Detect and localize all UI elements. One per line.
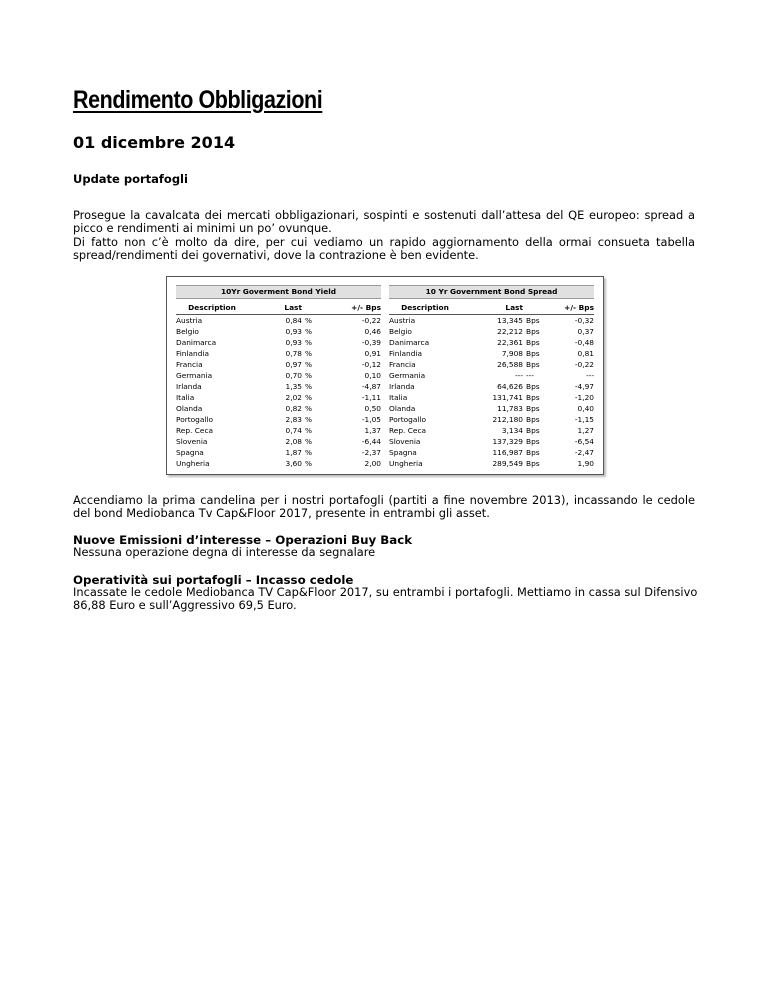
yield-table-body <box>176 315 381 469</box>
change-cell: -0,48 <box>574 338 594 347</box>
change-cell: -1,11 <box>361 393 381 402</box>
country-cell: Germania <box>176 371 213 380</box>
col-last: Last <box>284 303 302 312</box>
unit-cell: --- <box>526 371 535 380</box>
last-cell: --- <box>514 371 523 380</box>
last-cell: 0,82 <box>285 404 302 413</box>
table-row <box>176 370 381 381</box>
unit-cell: Bps <box>526 349 540 358</box>
change-cell: 0,37 <box>577 327 594 336</box>
table-row <box>176 359 381 370</box>
unit-cell: % <box>305 338 313 347</box>
last-cell: 3,134 <box>501 426 523 435</box>
unit-cell: Bps <box>526 437 540 446</box>
table-row <box>389 414 594 425</box>
country-cell: Portogallo <box>389 415 427 424</box>
unit-cell: % <box>305 349 313 358</box>
table-row <box>176 447 381 458</box>
last-cell: 11,783 <box>497 404 523 413</box>
change-cell: -0,22 <box>361 316 381 325</box>
spread-table-title: 10 Yr Government Bond Spread <box>389 285 594 299</box>
country-cell: Ungheria <box>176 459 210 468</box>
article-date: 01 dicembre 2014 <box>73 133 236 152</box>
change-cell: 0,81 <box>577 349 594 358</box>
table-row <box>176 392 381 403</box>
country-cell: Finlandia <box>176 349 209 358</box>
country-cell: Rep. Ceca <box>389 426 427 435</box>
change-cell: 0,91 <box>364 349 381 358</box>
table-row <box>176 403 381 414</box>
country-cell: Austria <box>389 316 416 325</box>
table-row <box>389 392 594 403</box>
table-row <box>176 326 381 337</box>
last-cell: 2,02 <box>285 393 302 402</box>
country-cell: Danimarca <box>389 338 430 347</box>
change-cell: -6,54 <box>574 437 594 446</box>
change-cell: --- <box>585 371 594 380</box>
table-row <box>389 359 594 370</box>
unit-cell: Bps <box>526 360 540 369</box>
unit-cell: % <box>305 426 313 435</box>
spread-table-body <box>389 315 594 469</box>
unit-cell: Bps <box>526 404 540 413</box>
unit-cell: % <box>305 316 313 325</box>
change-cell: -4,87 <box>361 382 381 391</box>
col-last: Last <box>505 303 523 312</box>
table-row <box>389 348 594 359</box>
change-cell: -1,15 <box>574 415 594 424</box>
table-row <box>389 403 594 414</box>
unit-cell: % <box>305 437 313 446</box>
table-row <box>389 381 594 392</box>
table-row <box>389 425 594 436</box>
col-change: +/- Bps <box>564 303 594 312</box>
last-cell: 26,588 <box>497 360 523 369</box>
table-row <box>389 458 594 469</box>
change-cell: -4,97 <box>574 382 594 391</box>
country-cell: Slovenia <box>389 437 421 446</box>
change-cell: 0,10 <box>364 371 381 380</box>
change-cell: -1,20 <box>574 393 594 402</box>
last-cell: 0,93 <box>285 327 302 336</box>
paragraph-cedole: Accendiamo la prima candelina per i nostri portafogli (partiti a fine novembre 2013), incassando le cedole del bond Mediobanca Tv Cap&Floor 2017, presente in entrambi gli asset. <box>73 493 695 521</box>
table-row <box>176 425 381 436</box>
country-cell: Germania <box>389 371 426 380</box>
country-cell: Spagna <box>389 448 417 457</box>
country-cell: Slovenia <box>176 437 208 446</box>
country-cell: Finlandia <box>389 349 422 358</box>
unit-cell: % <box>305 459 313 468</box>
unit-cell: % <box>305 327 313 336</box>
change-cell: -0,32 <box>574 316 594 325</box>
last-cell: 137,329 <box>492 437 523 446</box>
bond-tables-figure <box>166 276 604 475</box>
col-description: Description <box>188 303 236 312</box>
country-cell: Irlanda <box>176 382 202 391</box>
unit-cell: % <box>305 404 313 413</box>
change-cell: -6,44 <box>361 437 381 446</box>
col-unit <box>302 302 325 314</box>
change-cell: -1,05 <box>361 415 381 424</box>
change-cell: 0,40 <box>577 404 594 413</box>
unit-cell: Bps <box>526 338 540 347</box>
change-cell: -2,37 <box>361 448 381 457</box>
intro-paragraph <box>73 209 695 263</box>
unit-cell: Bps <box>526 327 540 336</box>
unit-cell: Bps <box>526 459 540 468</box>
last-cell: 0,70 <box>285 371 302 380</box>
last-cell: 1,87 <box>285 448 302 457</box>
country-cell: Spagna <box>176 448 204 457</box>
intro-line-2: Di fatto non c’è molto da dire, per cui vediamo un rapido aggiornamento della ormai consueta tabella spread/rendimenti dei governativi, dove la contrazione è ben evidente. <box>73 234 695 263</box>
last-cell: 3,60 <box>285 459 302 468</box>
table-row <box>389 370 594 381</box>
country-cell: Portogallo <box>176 415 214 424</box>
change-cell: 0,46 <box>364 327 381 336</box>
country-cell: Belgio <box>389 327 412 336</box>
table-row <box>389 447 594 458</box>
unit-cell: Bps <box>526 316 540 325</box>
country-cell: Rep. Ceca <box>176 426 214 435</box>
country-cell: Belgio <box>176 327 199 336</box>
unit-cell: % <box>305 415 313 424</box>
intro-line-1: Prosegue la cavalcata dei mercati obbligazionari, sospinti e sostenuti dall’attesa del QE europeo: spread a picco e rendimenti ai minimi un po’ ovunque. <box>73 208 695 236</box>
country-cell: Francia <box>176 360 203 369</box>
section-heading-emissioni: Nuove Emissioni d’interesse – Operazioni Buy Back <box>73 533 413 547</box>
yield-table <box>176 285 381 469</box>
unit-cell: % <box>305 371 313 380</box>
unit-cell: Bps <box>526 393 540 402</box>
change-cell: 0,50 <box>364 404 381 413</box>
last-cell: 131,741 <box>492 393 523 402</box>
last-cell: 13,345 <box>497 316 523 325</box>
last-cell: 0,93 <box>285 338 302 347</box>
unit-cell: Bps <box>526 382 540 391</box>
last-cell: 64,626 <box>497 382 523 391</box>
country-cell: Olanda <box>176 404 203 413</box>
yield-table-header <box>176 302 381 315</box>
last-cell: 0,74 <box>285 426 302 435</box>
unit-cell: % <box>305 382 313 391</box>
country-cell: Irlanda <box>389 382 415 391</box>
country-cell: Olanda <box>389 404 416 413</box>
country-cell: Francia <box>389 360 416 369</box>
yield-table-title: 10Yr Goverment Bond Yield <box>176 285 381 299</box>
last-cell: 2,83 <box>285 415 302 424</box>
col-description: Description <box>401 303 449 312</box>
col-unit <box>523 302 548 314</box>
last-cell: 0,84 <box>285 316 302 325</box>
country-cell: Danimarca <box>176 338 217 347</box>
subheading: Update portafogli <box>73 172 188 186</box>
table-row <box>176 414 381 425</box>
country-cell: Austria <box>176 316 203 325</box>
change-cell: 1,90 <box>577 459 594 468</box>
last-cell: 289,549 <box>492 459 523 468</box>
change-cell: -0,12 <box>361 360 381 369</box>
change-cell: 1,27 <box>577 426 594 435</box>
unit-cell: % <box>305 393 313 402</box>
last-cell: 1,35 <box>285 382 302 391</box>
section-heading-operativita: Operatività sui portafogli – Incasso cedole <box>73 573 354 587</box>
last-cell: 0,97 <box>285 360 302 369</box>
table-row <box>389 337 594 348</box>
table-row <box>389 315 594 326</box>
last-cell: 116,987 <box>492 448 523 457</box>
page-title: Rendimento Obbligazioni <box>73 86 323 114</box>
section-text-emissioni: Nessuna operazione degna di interesse da segnalare <box>73 545 376 559</box>
unit-cell: Bps <box>526 448 540 457</box>
section-text-operativita: Incassate le cedole Mediobanca TV Cap&Floor 2017, su entrambi i portafogli. Mettiamo in cassa sul Difensivo 86,88 Euro e sull’Aggressivo 69,5 Euro. <box>73 585 698 613</box>
change-cell: 1,37 <box>364 426 381 435</box>
last-cell: 212,180 <box>492 415 523 424</box>
col-change: +/- Bps <box>351 303 381 312</box>
change-cell: -0,22 <box>574 360 594 369</box>
country-cell: Italia <box>389 393 408 402</box>
unit-cell: % <box>305 360 313 369</box>
change-cell: -2,47 <box>574 448 594 457</box>
change-cell: 2,00 <box>364 459 381 468</box>
table-row <box>176 337 381 348</box>
unit-cell: % <box>305 448 313 457</box>
country-cell: Ungheria <box>389 459 423 468</box>
table-row <box>176 315 381 326</box>
last-cell: 7,908 <box>501 349 523 358</box>
table-row <box>176 348 381 359</box>
table-row <box>176 381 381 392</box>
last-cell: 0,78 <box>285 349 302 358</box>
last-cell: 22,361 <box>497 338 523 347</box>
spread-table-header <box>389 302 594 315</box>
last-cell: 2,08 <box>285 437 302 446</box>
last-cell: 22,212 <box>497 327 523 336</box>
spread-table <box>389 285 594 469</box>
unit-cell: Bps <box>526 426 540 435</box>
unit-cell: Bps <box>526 415 540 424</box>
change-cell: -0,39 <box>361 338 381 347</box>
country-cell: Italia <box>176 393 195 402</box>
table-row <box>176 436 381 447</box>
table-row <box>389 326 594 337</box>
table-row <box>389 436 594 447</box>
table-row <box>176 458 381 469</box>
